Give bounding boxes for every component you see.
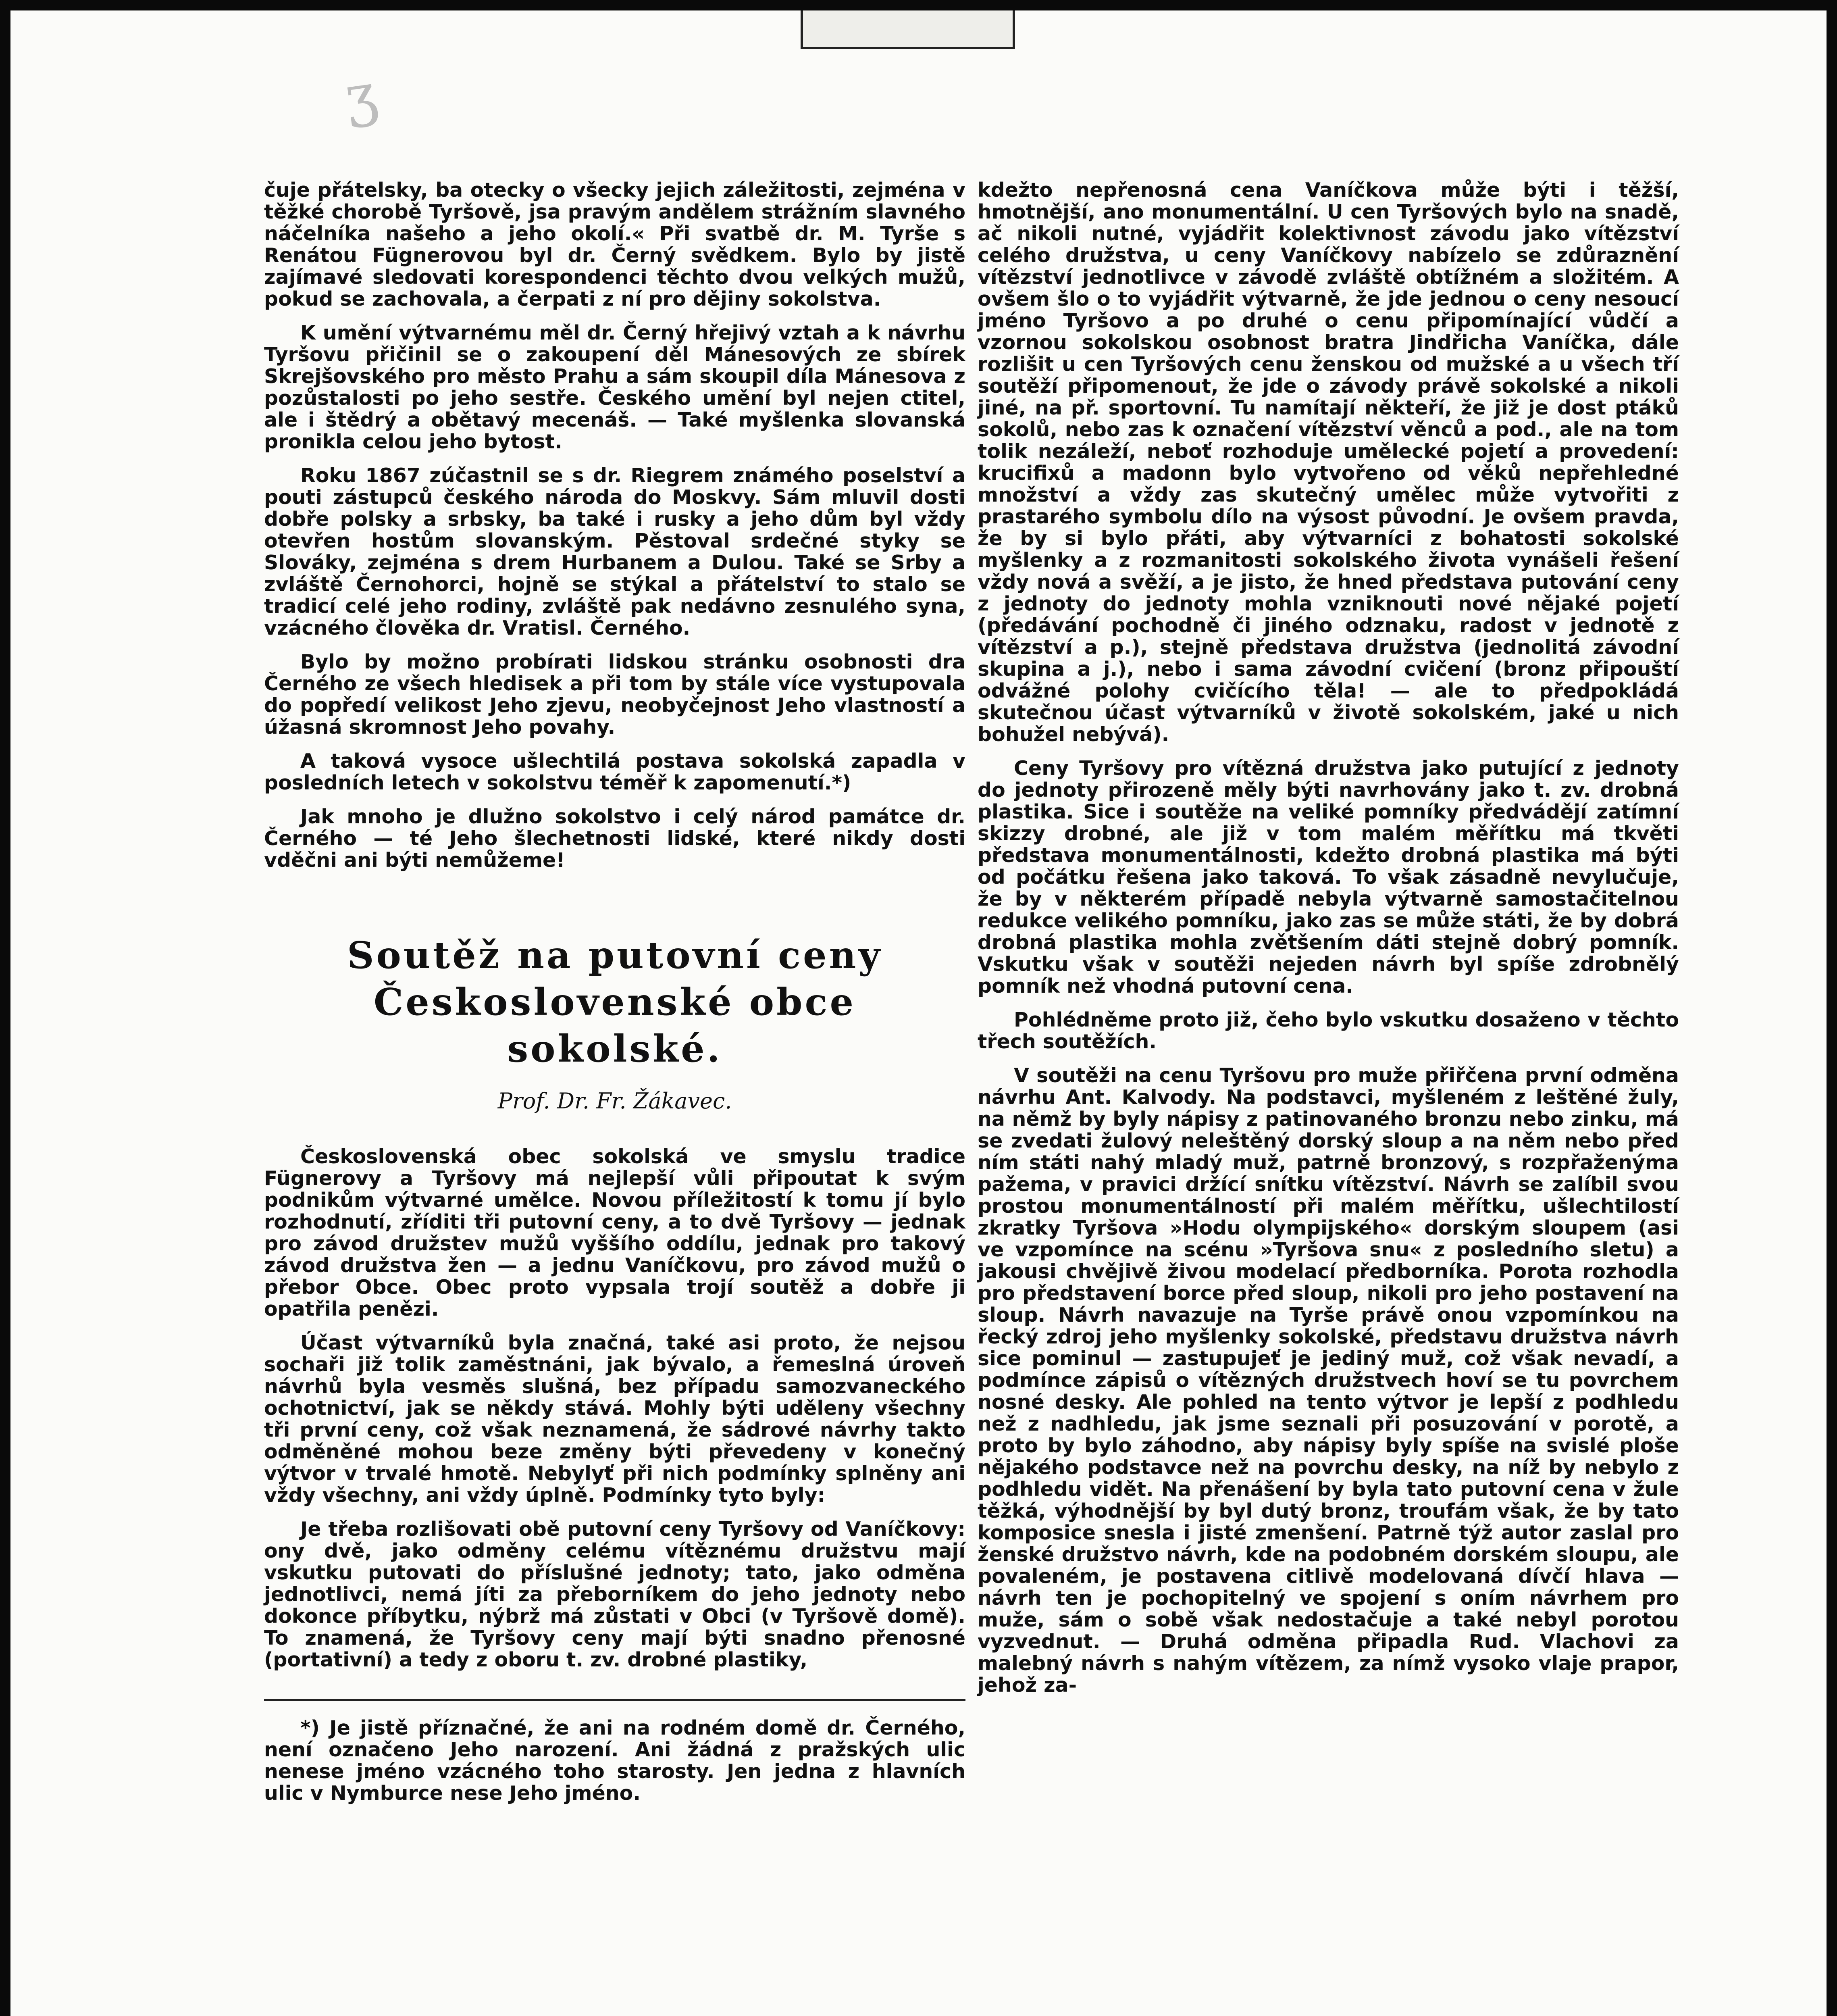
footnote: *) Je jistě příznačné, že ani na rodném domě dr. Černého, není označeno Jeho narození. Ani žádná z pražských ulic nenese jméno vzácného toho starosty. Jen jedna z hlavních ulic v Nymburce nese Jeho jméno. bbox=[264, 1716, 965, 1805]
body-paragraph: K umění výtvarnému měl dr. Černý hřejivý vztah a k návrhu Tyršovu přičinil se o zakoupení děl Mánesových ze sbírek Skrejšovského pro město Prahu a sám skoupil díla Mánesova z pozůstalosti po jeho sestře. Českého umění byl nejen ctitel, ale i štědrý a obětavý mecenáš. — Také myšlenka slovanská pronikla celou jeho bytost. bbox=[264, 321, 965, 453]
article-author: Prof. Dr. Fr. Žákavec. bbox=[497, 1088, 732, 1114]
footnote-divider bbox=[264, 1699, 965, 1701]
body-paragraph: Bylo by možno probírati lidskou stránku osobnosti dra Černého ze všech hledisek a při tom by stále více vystupovala do popředí velikost Jeho zjevu, neobyčejnost Jeho vlastností a úžasná skromnost Jeho povahy. bbox=[264, 650, 965, 739]
body-paragraph: Ceny Tyršovy pro vítězná družstva jako putující z jednoty do jednoty přirozeně měly býti navrhovány jako t. zv. drobná plastika. Sice i soutěže na veliké pomníky předvádějí zatímní skizzy drobné, ale již v tom malém měřítku má tkvěti představa monumentálnosti, kdežto drobná plastika má býti od počátku řešena jako taková. To však zásadně nevylučuje, že by v některém případě nebyla výtvarně samostačitelnou redukce velikého pomníku, jako zas se může státi, že by dobrá drobná plastika mohla zvětšením dáti stejně dobrý pomník. Vskutku však v soutěži nejeden návrh byl spíše zdrobnělý pomník než vhodná putovní cena. bbox=[978, 757, 1679, 998]
body-paragraph: V soutěži na cenu Tyršovu pro muže přiřčena první odměna návrhu Ant. Kalvody. Na podstavci, myšleném z leštěné žuly, na němž by byly nápisy z patinovaného bronzu nebo zinku, má se zvedati žulový neleštěný dorský sloup a na něm nebo před ním státi nahý mladý muž, patrně bronzový, s rozpřaženýma pažema, v pravici držící snítku vítězství. Návrh se zalíbil svou prostou monumentálností při malém měřítku, ušlechtilostí zkratky Tyršova »Hodu olympijského« dorským sloupem (asi ve vzpomínce na scénu »Tyršova snu« z posledního sletu) a jakousi chvějivě živou modelací předborníka. Porota rozhodla pro představení borce před sloup, nikoli pro jeho postavení na sloup. Návrh navazuje na Tyrše právě onou vzpomínkou na řecký zdroj jeho myšlenky sokolské, představu družstva návrh sice pominul — zastupujeť je jediný muž, což však nevadí, a podmínce zápisů o vítězných družstvech hoví se tu povrchem nosné desky. Ale pohled na tento výtvor je lepší z podhledu než z nadhledu, jak jsme seznali při posuzování v porotě, a proto by bylo záhodno, aby nápisy byly spíše na svislé ploše nějakého podstavce než na povrchu desky, na níž by nebylo z podhledu vidět. Na přenášení by byla tato putovní cena v žule těžká, výhodnější by byl dutý bronz, troufám však, že by tato komposice snesla i jisté zmenšení. Patrně týž autor zaslal pro ženské družstvo návrh, kde na podobném dorském sloupu, ale povaleném, je postavena citlivě modelovaná dívčí hlava — návrh ten je pochopitelný ve spojení s oním návrhem pro muže, sám o sobě však nedostačuje a také nebyl porotou vyzvednut. — Druhá odměna připadla Rud. Vlachovi za malebný návrh s nahým vítězem, za nímž vysoko vlaje prapor, jehož za- bbox=[978, 1064, 1679, 1697]
pencil-squiggle: ʒ bbox=[341, 61, 381, 131]
body-paragraph: Jak mnoho je dlužno sokolstvo i celý národ památce dr. Černého — té Jeho šlechetnosti lidské, které nikdy dosti vděčni ani býti nemůžeme! bbox=[264, 805, 965, 872]
body-paragraph: Pohlédněme proto již, čeho bylo vskutku dosaženo v těchto třech soutěžích. bbox=[978, 1008, 1679, 1053]
continued-paragraph: kdežto nepřenosná cena Vaníčkova může býti i těžší, hmotnější, ano monumentální. U cen Tyršových bylo na snadě, ač nikoli nutné, vyjádřit kolektivnost závodu jako vítězství celého družstva, u ceny Vaníčkovy nabízelo se zdůraznění vítězství jednotlivce v závodě zvláště obtížném a složitém. A ovšem šlo o to vyjádřit výtvarně, že jde jednou o ceny nesoucí jméno Tyršovo a po druhé o cenu připomínající vůdčí a vzornou sokolskou osobnost bratra Jindřicha Vaníčka, dále rozlišit u cen Tyršových cenu ženskou od mužské a u všech tří soutěží připomenout, že jde o závody právě sokolské a nikoli jiné, na př. sportovní. Tu namítají někteří, že již je dost ptáků sokolů, nebo zas k označení vítězství věnců a pod., ale na tom tolik nezáleží, neboť rozhoduje umělecké pojetí a provedení: krucifixů a madonn bylo vytvořeno od věků nepřehledné množství a vždy zas skutečný umělec může vytvořiti z prastarého symbolu dílo na výsost původní. Je ovšem pravda, že by si bylo přáti, aby výtvarníci z bohatosti sokolské myšlenky a z rozmanitosti sokolského života vynášeli řešení vždy nová a svěží, a je jisto, že hned představa putování ceny z jednoty do jednoty mohla vzniknouti nové nějaké pojetí (předávání pochodně či jiného odznaku, radost v jednotě z vítězství a p.), stejně představa družstva (jednolitá závodní skupina a j.), nebo i sama závodní cvičení (bronz připouští odvážné polohy cvičícího těla! — ale to předpokládá skutečnou účast výtvarníků v životě sokolském, jaké u nich bohužel nebývá). bbox=[978, 179, 1679, 746]
article-paragraph: Československá obec sokolská ve smyslu tradice Fügnerovy a Tyršovy má nejlepší vůli připoutat k svým podnikům výtvarné umělce. Novou příležitostí k tomu jí bylo rozhodnutí, zříditi tři putovní ceny, a to dvě Tyršovy — jednak pro závod družstev mužů vyššího oddílu, jednak pro takový závod družstva žen — a jednu Vaníčkovu, pro závod mužů o přebor Obce. Obec proto vypsala trojí soutěž a dobře ji opatřila penězi. bbox=[264, 1145, 965, 1320]
body-paragraph: A taková vysoce ušlechtilá postava sokolská zapadla v posledních letech v sokolstvu téměř k zapomenutí.*) bbox=[264, 750, 965, 794]
left-column bbox=[264, 179, 965, 1804]
continued-paragraph: čuje přátelsky, ba otecky o všecky jejich záležitosti, zejména v těžké chorobě Tyršově, jsa pravým andělem strážním slavného náčelníka našeho a jeho okolí.« Při svatbě dr. M. Tyrše s Renátou Fügnerovou byl dr. Černý svědkem. Bylo by jistě zajímavé sledovati korespondenci těchto dvou velkých mužů, pokud se zachovala, a čerpati z ní pro dějiny sokolstva. bbox=[264, 179, 965, 310]
article-paragraph: Účast výtvarníků byla značná, také asi proto, že nejsou sochaři již tolik zaměstnáni, jak bývalo, a řemeslná úroveň návrhů byla vesměs slušná, bez případu samozvaneckého ochotnictví, jak se někdy stává. Mohly býti uděleny všechny tři první ceny, což však neznamená, že sádrové návrhy takto odměněné mohou beze změny býti převedeny v konečný výtvor v trvalé hmotě. Nebylyť při nich podmínky splněny ani vždy všechny, ani vždy úplně. Podmínky tyto byly: bbox=[264, 1331, 965, 1507]
right-column bbox=[978, 179, 1679, 1708]
article-paragraph: Je třeba rozlišovati obě putovní ceny Tyršovy od Vaníčkovy: ony dvě, jako odměny celému vítěznému družstvu mají vskutku putovati do příslušné jednoty; tato, jako odměna jednotlivci, nemá jíti za přeborníkem do jeho jednoty nebo dokonce příbytku, nýbrž má zůstati v Obci (v Tyršově domě). To znamená, že Tyršovy ceny mají býti snadno přenosné (portativní) a tedy z oboru t. zv. drobné plastiky, bbox=[264, 1518, 965, 1671]
body-paragraph: Roku 1867 zúčastnil se s dr. Riegrem známého poselství a pouti zástupců českého národa do Moskvy. Sám mluvil dosti dobře polsky a srbsky, ba také i rusky a jeho dům byl vždy otevřen hostům slovanským. Pěstoval srdečné styky se Slováky, zejména s drem Hurbanem a Dulou. Také se Srby a zvláště Černohorci, hojně se stýkal a přátelství to stalo se tradicí celé jeho rodiny, zvláště pak nedávno zesnulého syna, vzácného člověka dr. Vratisl. Černého. bbox=[264, 464, 965, 639]
article-title: Soutěž na putovní ceny Československé obce sokolské. bbox=[347, 933, 882, 1070]
binding-tab-mark bbox=[801, 10, 1015, 49]
